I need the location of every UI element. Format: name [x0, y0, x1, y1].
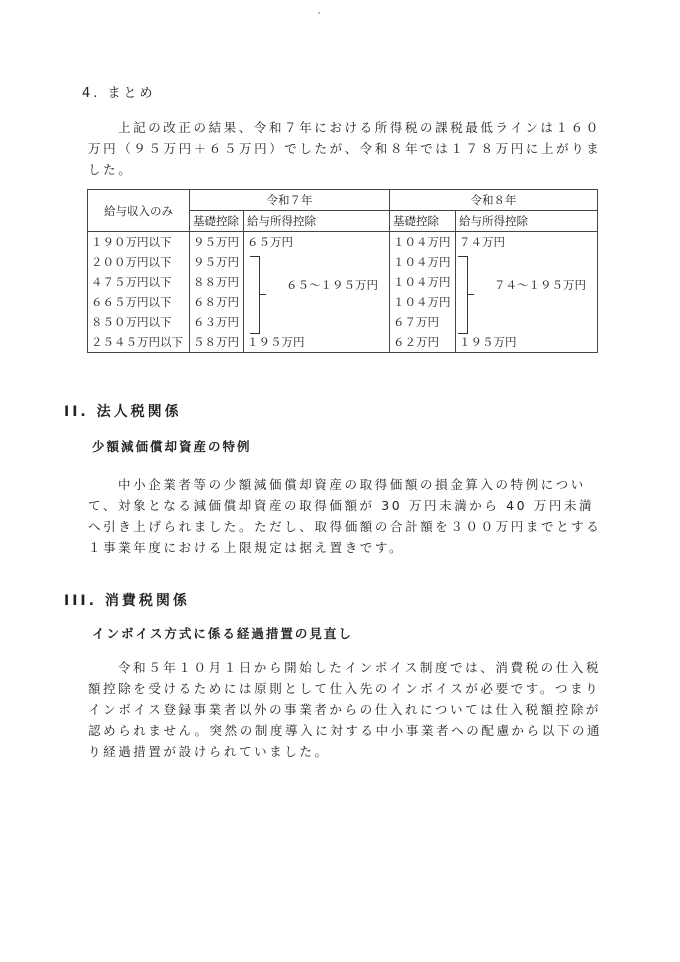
brace-year7: [250, 256, 260, 334]
section-4-text: 上記の改正の結果、令和７年における所得税の課税最低ラインは１６０万円（９５万円＋６５万円）でしたが、令和８年では１７８万円に上がりました。: [88, 120, 602, 177]
cell-basic-7: ９５万円: [190, 232, 244, 253]
cell-basic-7: ６８万円: [190, 292, 244, 312]
cell-basic-8: １０４万円: [390, 292, 456, 312]
cell-basic-7: ８８万円: [190, 272, 244, 292]
cell-salary-7: [244, 312, 390, 332]
cell-basic-8: １０４万円: [390, 252, 456, 272]
cell-basic-8: １０４万円: [390, 232, 456, 253]
cell-salary-8: １９５万円: [456, 332, 598, 353]
table-row: [88, 252, 598, 272]
section-2-subheading: 少額減価償却資産の特例: [92, 439, 252, 454]
header-basic-7: 基礎控除: [190, 211, 244, 232]
range-year8: ７４〜１９５万円: [494, 278, 586, 292]
cell-income: ２５４５万円以下: [88, 332, 190, 353]
cell-salary-8: [456, 312, 598, 332]
range-year7: ６５〜１９５万円: [286, 278, 378, 292]
cell-salary-7: １９５万円: [244, 332, 390, 353]
cell-income: ８５０万円以下: [88, 312, 190, 332]
table-row: [88, 312, 598, 332]
section-3-paragraph: [88, 657, 608, 762]
cell-salary-7: [244, 292, 390, 312]
section-2-heading: II. 法人税関係: [64, 404, 182, 420]
header-salary-7: 給与所得控除: [244, 211, 390, 232]
section-2-text: 中小企業者等の少額減価償却資産の取得価額の損金算入の特例について、対象となる減価償却資産の取得価額が 30 万円未満から 40 万円未満へ引き上げられました。ただし、取得価額の合計額を３００万円までとする１事業年度における上限規定は据え置きです。: [88, 477, 602, 555]
cell-basic-7: ９５万円: [190, 252, 244, 272]
section-2-paragraph: [88, 474, 608, 558]
section-3-text: 令和５年１０月１日から開始したインボイス制度では、消費税の仕入税額控除を受けるためには原則として仕入先のインボイスが必要です。つまりインボイス登録事業者以外の事業者からの仕入れについては仕入税額控除が認められません。突然の制度導入に対する中小事業者への配慮から以下の通り経過措置が設けられていました。: [88, 660, 603, 759]
header-income: 給与収入のみ: [88, 190, 190, 232]
cell-salary-8: ７４万円: [456, 232, 598, 253]
cell-income: ２００万円以下: [88, 252, 190, 272]
scan-mark: [318, 12, 320, 14]
table-row: [88, 232, 598, 253]
deduction-table: [87, 189, 598, 353]
table-row: [88, 292, 598, 312]
cell-basic-7: ５８万円: [190, 332, 244, 353]
section-4-paragraph: [88, 117, 608, 180]
brace-year8: [458, 256, 468, 334]
header-salary-8: 給与所得控除: [456, 211, 598, 232]
cell-basic-7: ６３万円: [190, 312, 244, 332]
section-3-subheading: インボイス方式に係る経過措置の見直し: [92, 626, 353, 641]
cell-salary-7: [244, 252, 390, 272]
header-basic-8: 基礎控除: [390, 211, 456, 232]
brace-tick-year8: [468, 294, 474, 295]
cell-salary-8: [456, 252, 598, 272]
header-year8: 令和８年: [390, 190, 598, 211]
section-3-heading: III. 消費税関係: [64, 593, 190, 609]
cell-basic-8: １０４万円: [390, 272, 456, 292]
cell-salary-8: [456, 292, 598, 312]
section-4-heading: 4. まとめ: [82, 86, 156, 101]
cell-basic-8: ６２万円: [390, 332, 456, 353]
cell-basic-8: ６７万円: [390, 312, 456, 332]
cell-income: ４７５万円以下: [88, 272, 190, 292]
header-year7: 令和７年: [190, 190, 390, 211]
table-row: [88, 332, 598, 353]
cell-income: ６６５万円以下: [88, 292, 190, 312]
brace-tick-year7: [260, 294, 266, 295]
cell-income: １９０万円以下: [88, 232, 190, 253]
cell-salary-7: ６５万円: [244, 232, 390, 253]
